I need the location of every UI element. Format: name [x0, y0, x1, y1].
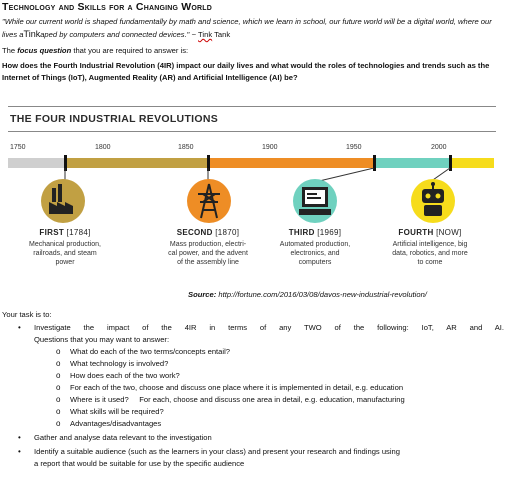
sub-marker: o [56, 395, 61, 404]
bullet-investigate-line1: Investigate the impact of the 4IR in terms of any TWO of the following: IoT, AR and AI. [34, 323, 504, 332]
figure-title: THE FOUR INDUSTRIAL REVOLUTIONS [10, 113, 219, 125]
era-name-fourth: FOURTH [NOW] [398, 228, 462, 237]
sub-marker: o [56, 407, 61, 416]
sub-item: How does each of the two work? [70, 371, 180, 380]
year-label: 1850 [178, 144, 194, 151]
timeline-fourth-era [450, 158, 494, 168]
intro-quote: "While our current world is shaped fundamentally by math and science, which we learn in school, our future world will be a digital world, where our lives aTinkaped by computers and connected devices." ~ Tink Tank [2, 17, 492, 39]
year-label: 1900 [262, 144, 278, 151]
focus-question: How does the Fourth Industrial Revolution (4IR) impact our daily lives and what would the roles of technologies and trends such as the Internet of Things (IoT), Augmented Reality (AR) and Artificial Intelligence (AI) be? [2, 61, 490, 82]
document-title: Technology and Skills for a Changing World [2, 1, 213, 13]
sub-item: Where is it used? For each, choose and discuss one area in detail, e.g. education, manufacturing [70, 395, 405, 404]
bullet-marker: • [18, 447, 21, 456]
bullet-gather: Gather and analyse data relevant to the investigation [34, 433, 212, 442]
sub-marker: o [56, 359, 61, 368]
bullet-marker: • [18, 323, 21, 332]
factory-icon [40, 178, 86, 224]
figure-top-rule [8, 106, 496, 107]
figure-title-rule [8, 131, 496, 132]
era-name-first: FIRST [1784] [39, 228, 91, 237]
timeline-third-era [375, 158, 450, 168]
timeline-pre-era [8, 158, 65, 168]
year-label: 2000 [431, 144, 447, 151]
industrial-revolutions-figure [0, 104, 506, 280]
bullet-identify-line1: Identify a suitable audience (such as the learners in your class) and present your research and findings using [34, 447, 400, 456]
bullet-identify-line2: a report that would be suitable for use by the specific audience [34, 459, 245, 468]
sub-item: For each of the two, choose and discuss one place where it is implemented in detail, e.g. education [70, 383, 404, 392]
era-desc-fourth: Artificial intelligence, big data, robotics, and more to come [392, 241, 468, 266]
era-desc-first: Mechanical production, railroads, and steam power [29, 241, 101, 266]
sub-marker: o [56, 347, 61, 356]
year-label: 1950 [346, 144, 362, 151]
source-citation: Source: http://fortune.com/2016/03/08/davos-new-industrial-revolution/ [188, 290, 427, 299]
year-label: 1800 [95, 144, 111, 151]
focus-line: The focus question that you are required to answer is: [2, 46, 189, 55]
sub-marker: o [56, 419, 61, 428]
power-tower-icon [186, 178, 232, 224]
sub-marker: o [56, 371, 61, 380]
era-name-second: SECOND [1870] [176, 228, 240, 237]
sub-item: What do each of the two terms/concepts entail? [70, 347, 230, 356]
year-label: 1750 [10, 144, 26, 151]
computer-icon [292, 178, 338, 224]
era-desc-second: Mass production, electri- cal power, and the advent of the assembly line [168, 241, 248, 266]
robot-icon [410, 178, 456, 224]
sub-item: Advantages/disadvantages [70, 419, 162, 428]
timeline-second-era [209, 158, 375, 168]
era-name-third: THIRD [1969] [288, 228, 342, 237]
timeline-first-era [65, 158, 209, 168]
bullet-investigate-line2: Questions that you may want to answer: [34, 335, 170, 344]
sub-marker: o [56, 383, 61, 392]
bullet-marker: • [18, 433, 21, 442]
era-desc-third: Automated production, electronics, and computers [279, 241, 351, 266]
task-intro: Your task is to: [2, 310, 52, 319]
sub-item: What skills will be required? [70, 407, 164, 416]
sub-item: What technology is involved? [70, 359, 169, 368]
